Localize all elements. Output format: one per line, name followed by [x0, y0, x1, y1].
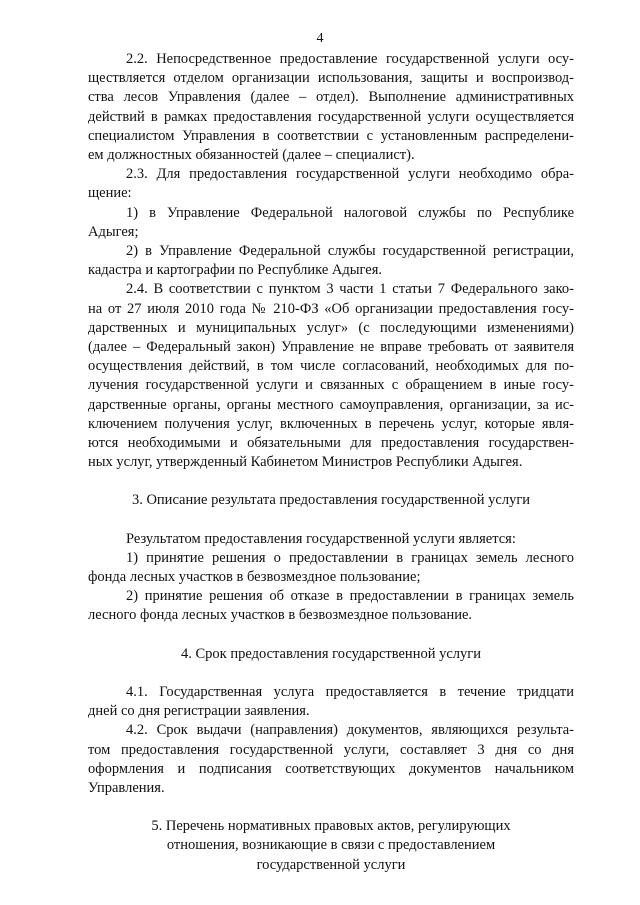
text-line: 2) принятие решения об отказе в предоставлении в границах земель [126, 588, 574, 605]
text-line: действий в рамках предоставления государственной услуги осуществляется [88, 108, 574, 125]
paragraph-spacer [88, 798, 574, 817]
text-line: дарственных и муниципальных услуг» (с последующими изменениями) [88, 319, 574, 336]
text-line: дарственные органы, органы местного самоуправления, организации, за ис- [88, 396, 574, 413]
text-line: 4.2. Срок выдачи (направления) документов, являющихся результа- [126, 722, 574, 739]
section-heading-line: 3. Описание результата предоставления государственной услуги [131, 492, 531, 509]
text-line: на от 27 июля 2010 года № 210-ФЗ «Об организации предоставления госу- [88, 300, 574, 317]
text-line: оформления и подписания соответствующих документов начальником [88, 760, 574, 777]
paragraph-spacer [88, 664, 574, 683]
text-line: ключением получения услуг, включенных в перечень услуг, которые явля- [88, 415, 574, 432]
page-number: 4 [316, 31, 324, 46]
text-line: 1) в Управление Федеральной налоговой службы по Республике [126, 204, 574, 221]
paragraph-spacer [88, 472, 574, 491]
text-line: ются необходимыми и обязательными для предоставления государствен- [88, 435, 574, 452]
text-line: (далее – Федеральный закон) Управление не вправе требовать от заявителя [88, 339, 574, 356]
text-line: фонда лесных участков в безвозмездное пользование; [88, 569, 421, 586]
document-body [88, 50, 574, 875]
text-line: 2.2. Непосредственное предоставление государственной услуги осу- [126, 51, 574, 67]
text-line: Результатом предоставления государственной услуги является: [126, 530, 516, 547]
text-line: щение: [88, 185, 132, 202]
text-line: осуществления действий, в том числе согласований, необходимых для по- [88, 358, 574, 375]
text-line: кадастра и картографии по Республике Адыгея. [88, 262, 383, 279]
text-line: 4.1. Государственная услуга предоставляется в течение тридцати [126, 683, 574, 700]
text-line: лучения государственной услуги и связанных с обращением в иные госу- [88, 377, 574, 394]
section-heading-line: отношения, возникающие в связи с предоставлением [166, 837, 496, 854]
text-line: дней со дня регистрации заявления. [88, 703, 310, 720]
section-heading-line: 5. Перечень нормативных правовых актов, регулирующих [151, 818, 511, 835]
text-line: лесного фонда лесных участков в безвозмездное пользование. [88, 607, 473, 624]
text-line: 1) принятие решения о предоставлении в границах земель лесного [126, 549, 574, 566]
text-line: ществляется отделом организации использования, защиты и воспроизвод- [88, 70, 574, 87]
text-line: 2) в Управление Федеральной службы государственной регистрации, [126, 243, 574, 260]
text-line: специалистом Управления в соответствии с установленным распределени- [88, 127, 574, 144]
text-line: ства лесов Управления (далее – отдел). Выполнение административных [88, 89, 574, 106]
text-line: Управления. [88, 779, 165, 796]
text-line: 2.3. Для предоставления государственной услуги необходимо обра- [126, 166, 574, 183]
text-line: 2.4. В соответствии с пунктом 3 части 1 статьи 7 Федерального зако- [126, 281, 574, 298]
text-line: ных услуг, утвержденный Кабинетом Министров Республики Адыгея. [88, 454, 523, 471]
text-line: том предоставления государственной услуги, составляет 3 дня со дня [88, 741, 574, 758]
paragraph-spacer [88, 626, 574, 645]
section-heading-line: 4. Срок предоставления государственной услуги [181, 645, 481, 662]
text-line: ем должностных обязанностей (далее – специалист). [88, 147, 415, 164]
section-heading-line: государственной услуги [256, 856, 406, 873]
paragraph-spacer [88, 511, 574, 530]
text-line: Адыгея; [88, 223, 139, 240]
